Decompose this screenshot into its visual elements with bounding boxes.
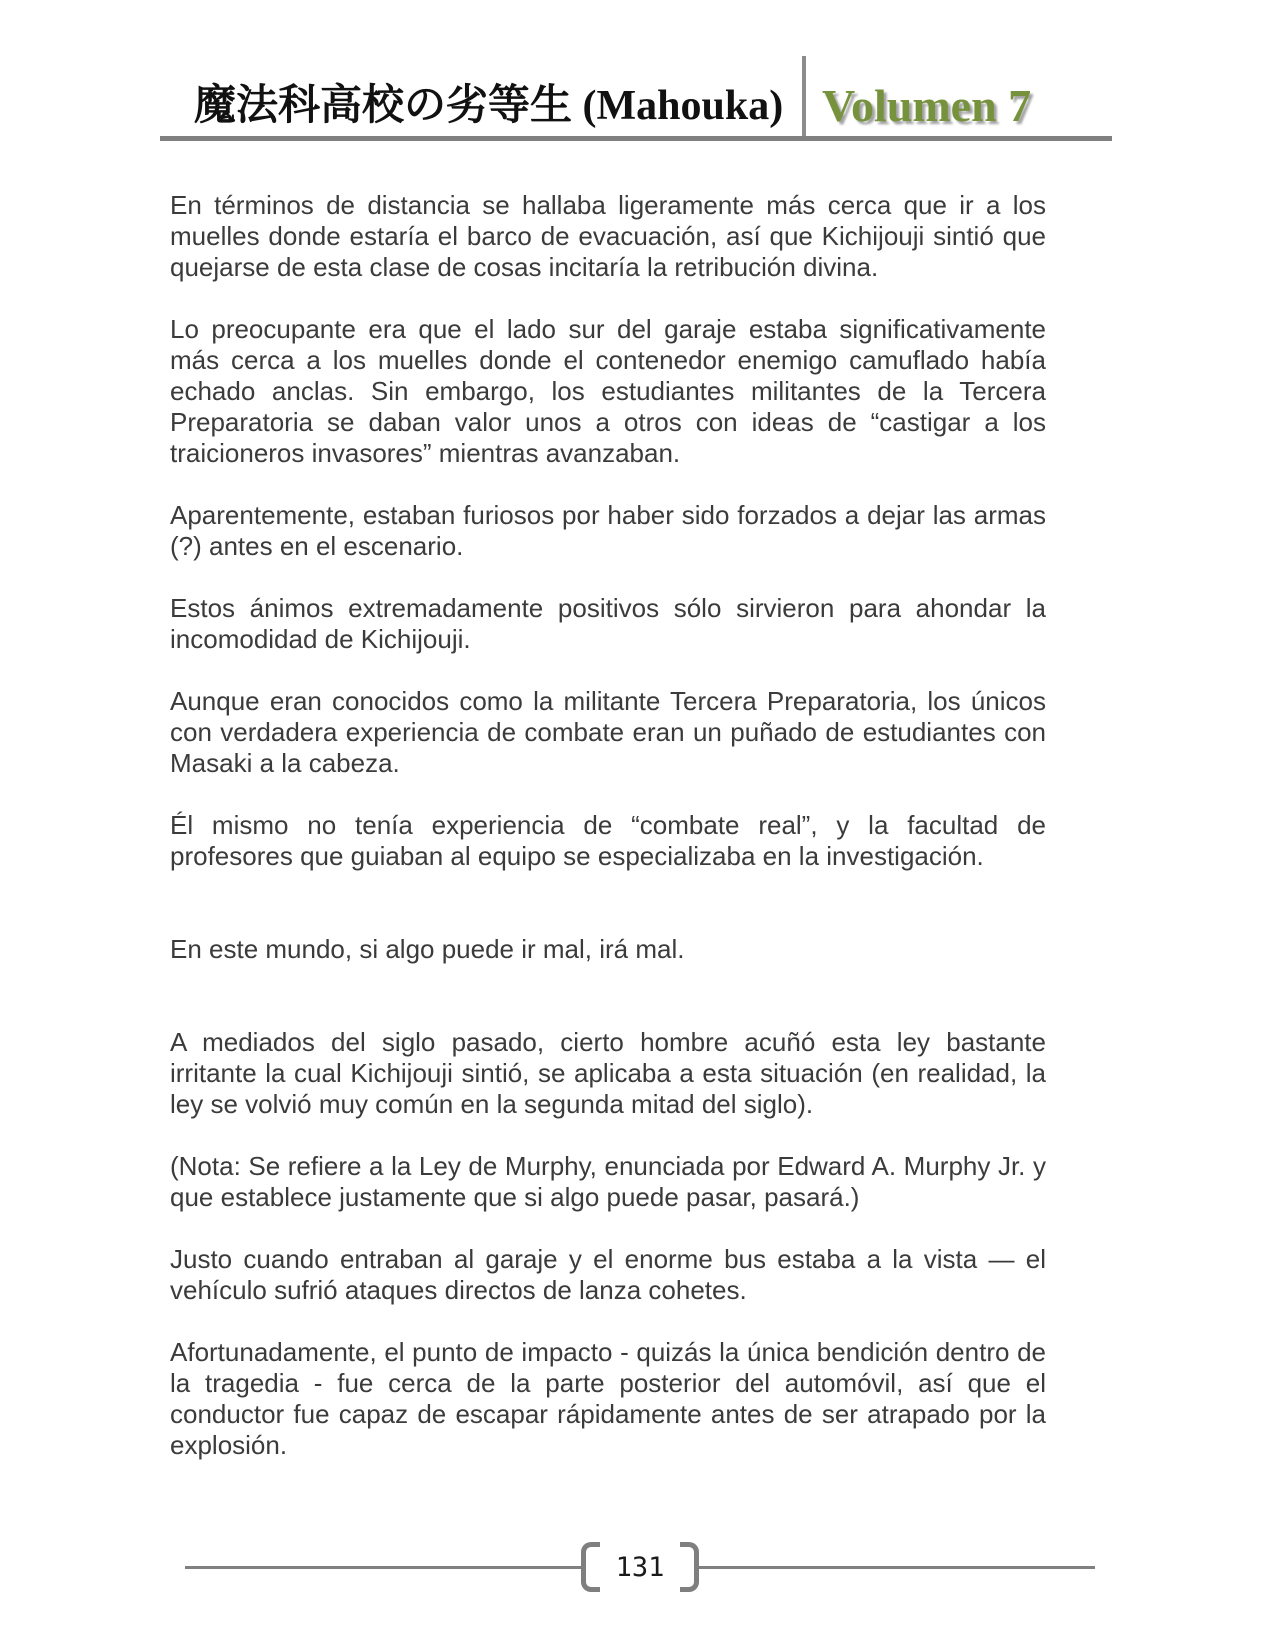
paragraph: A mediados del siglo pasado, cierto hombre acuñó esta ley bastante irritante la cual Kichijouji sintió, se aplicaba a esta situación (en realidad, la ley se volvió muy común en la segunda mitad del siglo). xyxy=(170,1027,1046,1119)
document-body xyxy=(170,190,1046,1492)
right-bracket-icon xyxy=(680,1542,699,1592)
paragraph: Lo preocupante era que el lado sur del garaje estaba significativamente más cerca a los muelles donde el contenedor enemigo camuflado había echado anclas. Sin embargo, los estudiantes militantes de la Tercera Preparatoria se daban valor unos a otros con ideas de “castigar a los traicioneros invasores” mientras avanzaban. xyxy=(170,314,1046,468)
page-footer xyxy=(185,1543,1095,1591)
footer-rule-left xyxy=(185,1566,581,1569)
paragraph: (Nota: Se refiere a la Ley de Murphy, enunciada por Edward A. Murphy Jr. y que establece justamente que si algo puede pasar, pasará.) xyxy=(170,1151,1046,1212)
paragraph: Afortunadamente, el punto de impacto - quizás la única bendición dentro de la tragedia - fue cerca de la parte posterior del automóvil, así que el conductor fue capaz de escapar rápidamente antes de ser atrapado por la explosión. xyxy=(170,1337,1046,1460)
footer-rule-right xyxy=(699,1566,1095,1569)
paragraph-standalone: En este mundo, si algo puede ir mal, irá mal. xyxy=(170,934,685,964)
volume-label: Volumen 7 xyxy=(822,80,1032,132)
document-title: 魔法科高校の劣等生 (Mahouka) xyxy=(194,82,784,129)
left-bracket-icon xyxy=(581,1542,600,1592)
paragraph: Aunque eran conocidos como la militante Tercera Preparatoria, los únicos con verdadera experiencia de combate eran un puñado de estudiantes con Masaki a la cabeza. xyxy=(170,686,1046,778)
paragraph: Él mismo no tenía experiencia de “combate real”, y la facultad de profesores que guiaban al equipo se especializaba en la investigación. xyxy=(170,810,1046,871)
paragraph: Aparentemente, estaban furiosos por haber sido forzados a dejar las armas (?) antes en el escenario. xyxy=(170,500,1046,561)
paragraph: En términos de distancia se hallaba ligeramente más cerca que ir a los muelles donde estaría el barco de evacuación, así que Kichijouji sintió que quejarse de esta clase de cosas incitaría la retribución divina. xyxy=(170,190,1046,282)
page-number: 131 xyxy=(615,1551,665,1583)
paragraph: Estos ánimos extremadamente positivos sólo sirvieron para ahondar la incomodidad de Kichijouji. xyxy=(170,593,1046,654)
page-header xyxy=(160,56,1112,141)
paragraph: Justo cuando entraban al garaje y el enorme bus estaba a la vista — el vehículo sufrió ataques directos de lanza cohetes. xyxy=(170,1244,1046,1305)
